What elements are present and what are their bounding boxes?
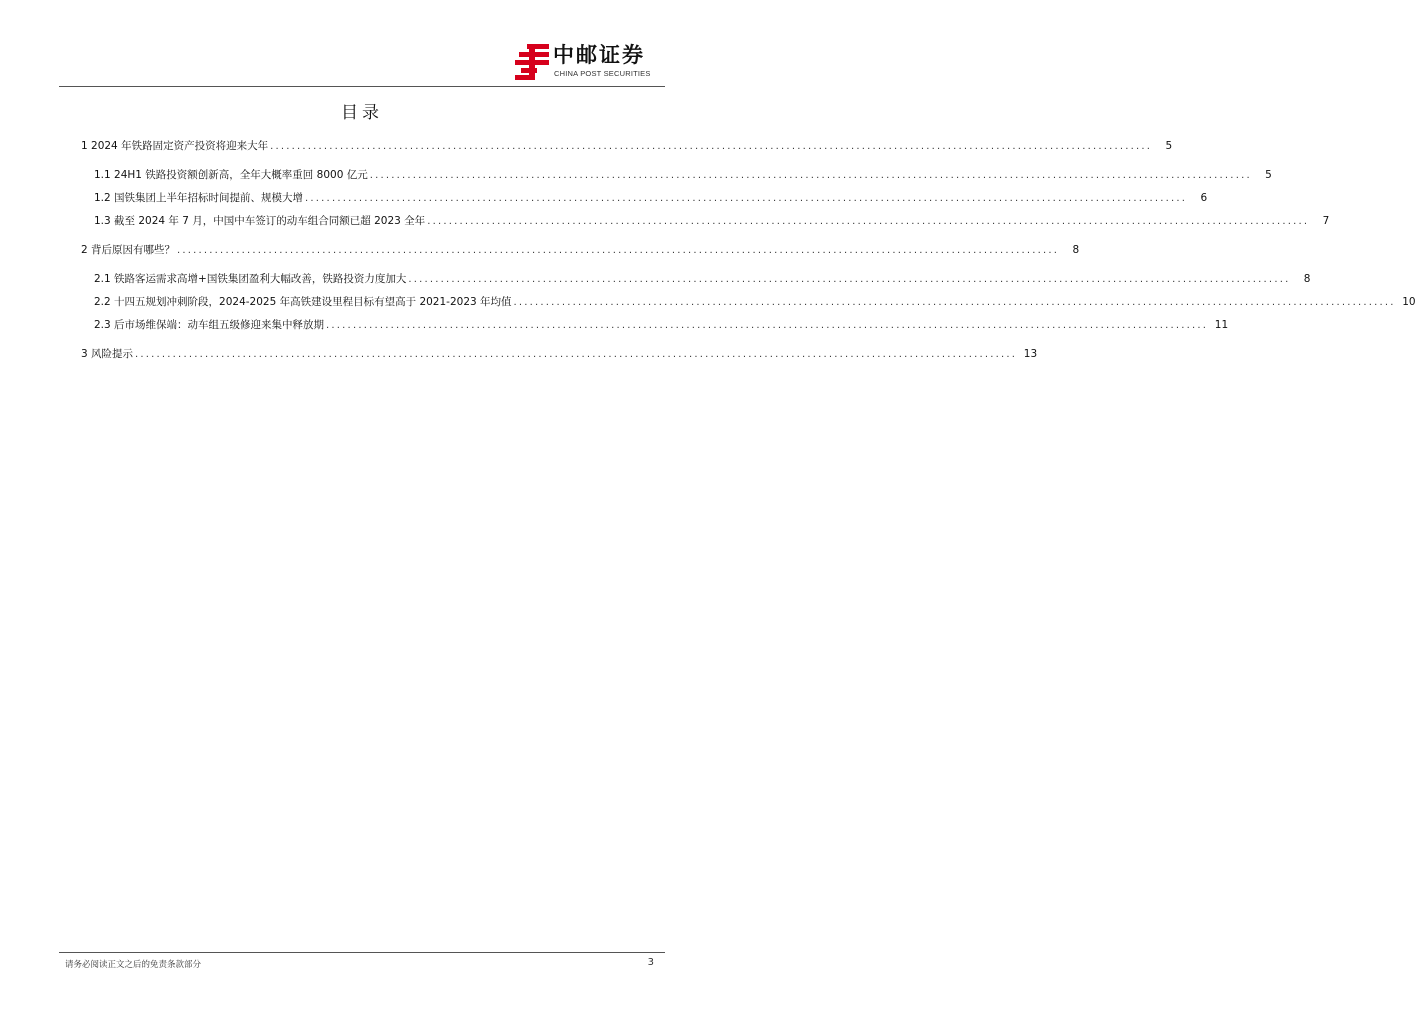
page-header bbox=[59, 40, 665, 87]
toc-entry-text: 2.3 后市场维保端：动车组五级修迎来集中释放期 bbox=[94, 319, 325, 331]
logo-english-name: CHINA POST SECURITIES bbox=[554, 69, 651, 78]
toc-entry-text: 3 风险提示 bbox=[81, 348, 134, 360]
toc-page-number: 11 bbox=[1214, 319, 1229, 331]
disclaimer-note: 请务必阅读正文之后的免责条款部分 bbox=[65, 960, 202, 970]
toc-leader-dots: .................................................................................................................................................................... bbox=[408, 274, 1291, 285]
toc-leader-dots: .................................................................................................................................................................... bbox=[513, 297, 1396, 308]
toc-page-number: 5 bbox=[1165, 140, 1173, 152]
toc-entry-1-1[interactable] bbox=[94, 167, 1272, 184]
toc-entry-text: 1.3 截至 2024 年 7 月，中国中车签订的动车组合同额已超 2023 全年 bbox=[94, 215, 426, 227]
toc-entry-text: 1.1 24H1 铁路投资额创新高，全年大概率重回 8000 亿元 bbox=[94, 169, 368, 181]
company-logo bbox=[513, 42, 665, 82]
toc-entry-text: 2 背后原因有哪些？ bbox=[81, 244, 176, 256]
toc-entry-1[interactable] bbox=[81, 138, 1173, 155]
toc-page-number: 8 bbox=[1072, 244, 1080, 256]
logo-chinese-name: 中邮证券 bbox=[553, 43, 645, 67]
toc-leader-dots: .................................................................................................................................................................... bbox=[270, 141, 1153, 152]
toc-entry-text: 1 2024 年铁路固定资产投资将迎来大年 bbox=[81, 140, 269, 152]
toc-entry-2-1[interactable] bbox=[94, 271, 1311, 288]
toc-leader-dots: .................................................................................................................................................................... bbox=[135, 349, 1018, 360]
toc-entry-2-2[interactable] bbox=[94, 294, 1416, 311]
toc-entry-2-3[interactable] bbox=[94, 317, 1229, 334]
toc-entry-text: 2.2 十四五规划冲刺阶段，2024-2025 年高铁建设里程目标有望高于 2021-2023 年均值 bbox=[94, 296, 512, 308]
toc-page-number: 5 bbox=[1265, 169, 1272, 181]
toc-leader-dots: .................................................................................................................................................................... bbox=[326, 320, 1209, 331]
toc-page-number: 7 bbox=[1322, 215, 1330, 227]
toc-title: 目录 bbox=[341, 103, 383, 123]
page-footer bbox=[59, 952, 665, 977]
china-post-logo-icon bbox=[513, 42, 551, 82]
toc-leader-dots: .................................................................................................................................................................... bbox=[427, 216, 1310, 227]
toc-leader-dots: .................................................................................................................................................................... bbox=[369, 170, 1252, 181]
toc-page-number: 10 bbox=[1402, 296, 1416, 308]
toc-page-number: 6 bbox=[1200, 192, 1208, 204]
toc-leader-dots: .................................................................................................................................................................... bbox=[177, 245, 1060, 256]
toc-entry-2[interactable] bbox=[81, 242, 1080, 259]
toc-page-number: 13 bbox=[1023, 348, 1038, 360]
toc-entry-text: 1.2 国铁集团上半年招标时间提前、规模大增 bbox=[94, 192, 304, 204]
toc-leader-dots: .................................................................................................................................................................... bbox=[305, 193, 1188, 204]
toc-entry-text: 2.1 铁路客运需求高增+国铁集团盈利大幅改善，铁路投资力度加大 bbox=[94, 273, 407, 285]
toc-entry-3[interactable] bbox=[81, 346, 1038, 363]
page-number: 3 bbox=[647, 957, 654, 968]
toc-entry-1-2[interactable] bbox=[94, 190, 1208, 207]
toc-page-number: 8 bbox=[1303, 273, 1311, 285]
toc-entry-1-3[interactable] bbox=[94, 213, 1330, 230]
